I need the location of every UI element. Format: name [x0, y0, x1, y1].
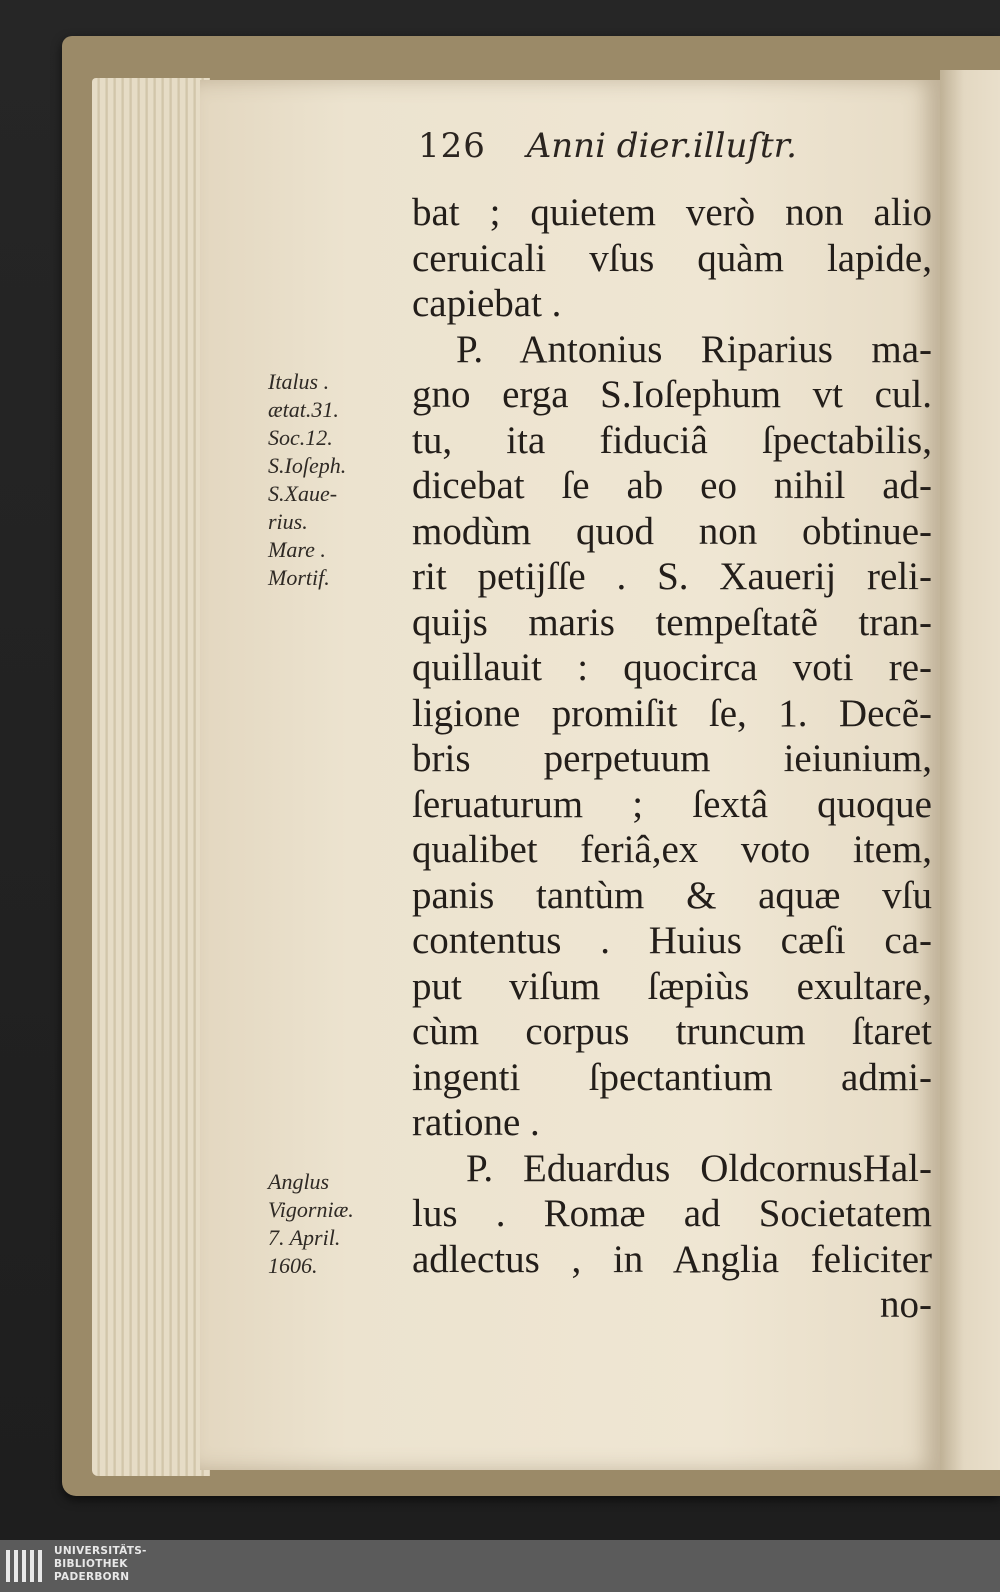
facing-page-edge [940, 70, 1000, 1470]
text-line: panis tantùm & aquæ vſu [412, 873, 932, 917]
text-line: rit petijſſe . S. Xauerij reli- [412, 555, 932, 598]
text-line: adlectus , in Anglia feliciter [412, 1237, 932, 1281]
body-text [412, 190, 932, 1328]
library-logo-icon [4, 1546, 48, 1586]
margin-note-line: Mortif. [268, 565, 330, 590]
text-line: quillauit : quocirca voti re- [412, 646, 932, 689]
margin-note-line: S.Xaue- [268, 481, 338, 506]
library-name-line: UNIVERSITÄTS- [54, 1545, 147, 1557]
text-line [412, 327, 932, 373]
text-line: ſeruaturum ; ſextâ quoque [412, 782, 932, 826]
library-name-line: PADERBORN [54, 1571, 130, 1583]
margin-note-line: Anglus [268, 1169, 330, 1194]
margin-note [268, 1168, 408, 1280]
margin-note [268, 368, 408, 592]
page-edges [92, 78, 210, 1476]
margin-note-line: Soc.12. [268, 425, 333, 450]
text-line: ceruicali vſus quàm lapide, [412, 236, 932, 280]
text-line: put viſum ſæpiùs exultare, [412, 964, 932, 1008]
running-title: Anni dier.illuſtr. [526, 126, 797, 166]
text-line: lus . Romæ ad Societatem [412, 1192, 932, 1235]
page-header [418, 126, 797, 166]
text-line-content: P. Eduardus OldcornusHal- [466, 1146, 932, 1190]
margin-note-line: rius. [268, 509, 308, 534]
margin-note-line: ætat.31. [268, 397, 339, 422]
margin-note-line: S.Ioſeph. [268, 453, 347, 478]
library-name-line: BIBLIOTHEK [54, 1558, 128, 1570]
margin-note-line: 1606. [268, 1253, 318, 1278]
text-line: cùm corpus truncum ſtaret [412, 1010, 932, 1053]
text-line: gno erga S.Ioſephum vt cul. [412, 373, 932, 416]
text-line-content: P. Antonius Riparius ma- [456, 327, 932, 371]
text-line: bris perpetuum ieiunium, [412, 737, 932, 780]
text-line: dicebat ſe ab eo nihil ad- [412, 464, 932, 507]
text-line: qualibet feriâ,ex voto item, [412, 828, 932, 871]
margin-note-line: Mare . [268, 537, 326, 562]
catchword: no- [880, 1283, 932, 1326]
text-line: bat ; quietem verò non alio [412, 191, 932, 234]
text-line: ingenti ſpectantium admi- [412, 1055, 932, 1099]
text-line [412, 1146, 932, 1192]
footer-bar [0, 1540, 1000, 1592]
text-line: capiebat . [412, 282, 562, 325]
text-line: modùm quod non obtinue- [412, 509, 932, 553]
text-line: quijs maris tempeſtatẽ tran- [412, 600, 932, 644]
margin-note-line: Vigorniæ. [268, 1197, 354, 1222]
text-line: ratione . [412, 1101, 540, 1144]
margin-note-line: Italus . [268, 369, 330, 394]
page-number: 126 [418, 126, 486, 166]
text-line: ligione promiſit ſe, 1. Decẽ- [412, 691, 932, 735]
library-name [54, 1545, 147, 1584]
margin-note-line: 7. April. [268, 1225, 341, 1250]
text-line: tu, ita fiduciâ ſpectabilis, [412, 418, 932, 462]
text-line: contentus . Huius cæſi ca- [412, 919, 932, 962]
